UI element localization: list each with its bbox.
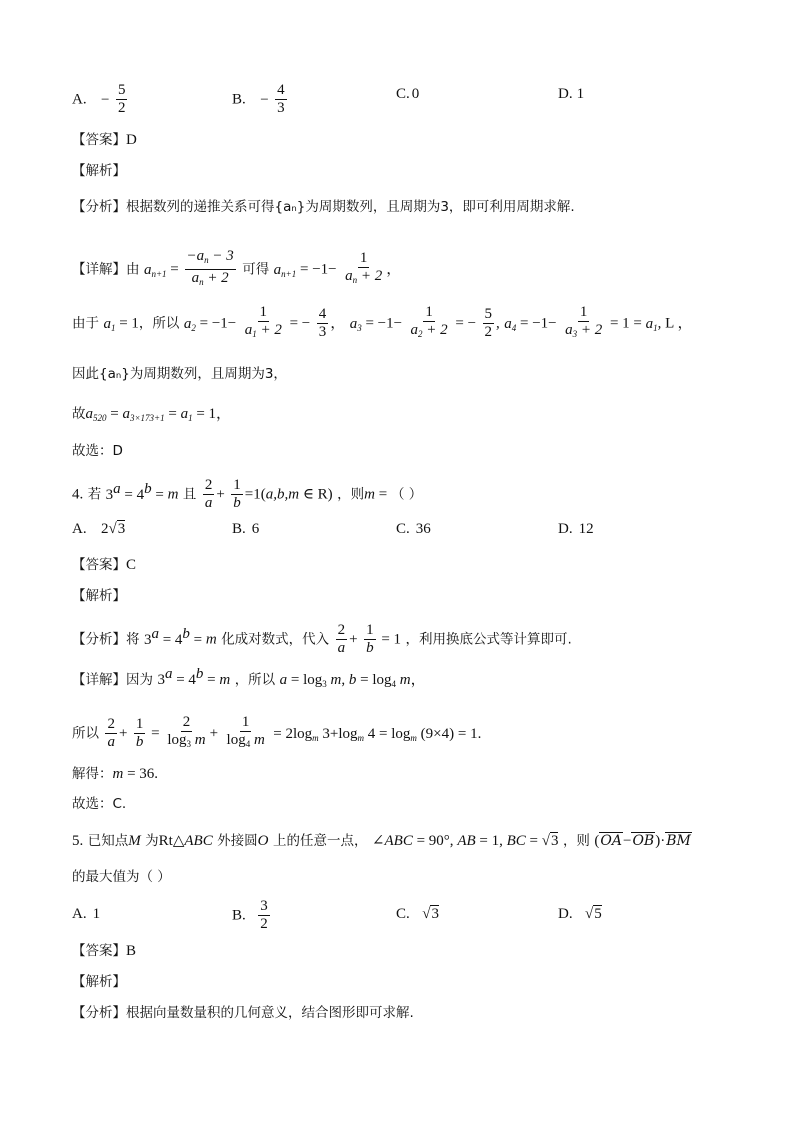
q3-detail-line3: 因此{aₙ}为周期数列，且周期为3， [72,366,287,382]
q3-fenxi: 【分析】根据数列的递推关系可得{aₙ}为周期数列，且周期为3，即可利用周期求解. [72,199,575,215]
q3-detail: 【详解】由 $a_{n+1}$ = $\frac{-a_n - 3}{a_n + 2}$ 可得 $a_{n+1} = -1-$ $\frac{1}{a_n + 2}$ ， [72,248,401,291]
q5-option-a: A. 1 [72,906,101,922]
fraction: $\frac{-a_n - 3}{a_n + 2}$ [186,248,234,287]
q3-option-c: C. 0 [396,86,420,102]
q4-detail: 【详解】因为 $3^a = 4^b = m$ ，所以 $a = \log_3 m$, $b = \log_4 m$， [72,666,426,689]
q4-analysis-tag: 【解析】 [72,588,126,604]
q4-choose: 故选：C. [72,796,127,812]
q3-choose: 故选：D [72,443,123,459]
q4-option-a: A. 2√3 [72,521,126,537]
q5-stem-line2: 的最大值为（ ） [72,869,171,885]
q4-result: 解得：m = 36. [72,766,159,782]
q5-answer: 【答案】B [72,943,137,959]
q5-stem: 5. 已知点M 为Rt△ABC 外接圆O 上的任意一点， ∠ABC = 90°, AB = 1, BC = √3 ，则 (OA−OB)·BM [72,833,691,849]
q5-option-c: C. √3 [396,906,439,922]
q4-fenxi: 【分析】将 $3^a = 4^b = m$ 化成对数式，代入 $\frac{2}{a}$ + $\frac{1}{b}$ = 1 ，利用换底公式等计算即可. [72,622,572,656]
q3-option-d: D. 1 [558,86,585,102]
q3-option-a: A. − $\frac{5}{2}$ [72,82,126,116]
q4-option-d: D. 12 [558,521,594,537]
option-label: B. [232,91,246,108]
q5-analysis-tag: 【解析】 [72,974,126,990]
q4-option-c: C. 36 [396,521,431,537]
fraction: $\frac{4}{3}$ [277,82,285,116]
q5-option-d: D. √5 [558,906,602,922]
q4-detail-line2: 所以 $\frac{2}{a}$ + $\frac{1}{b}$ = $\frac{2}{\log_3 m}$ + $\frac{1}{\log_4 m}$ = $2\log_m$ $3+\log_m$ $4 = \log_m (9\times 4) = 1$. [72,714,482,750]
q4-option-b: B. 6 [232,521,260,537]
q3-analysis-tag: 【解析】 [72,163,126,179]
q4-stem: 4. 若 $3^a = 4^b = m$ 且 $\frac{2}{a}$ + $\frac{1}{b}$ =1(a,b,m ∈ R) ，则m = （ ） [72,477,423,511]
q3-detail-line4: 故$a_{520} = a_{3\times 173+1} = a_1 = 1$， [72,406,232,423]
q5-option-b: B. $\frac{3}{2}$ [232,898,268,932]
fraction: $\frac{1}{a_n + 2}$ [345,250,383,285]
fraction: $\frac{5}{2}$ [117,82,126,116]
q5-fenxi: 【分析】根据向量数量积的几何意义，结合图形即可求解. [72,1005,414,1021]
q3-answer: 【答案】D [72,132,137,148]
q4-answer: 【答案】C [72,557,137,573]
q3-detail-line2: 由于 $a_1 = 1$，所以 $a_2 = -1-$ $\frac{1}{a_1 + 2}$ = − $\frac{4}{3}$ ， $a_3 = -1-$ $\frac{1}{a_2 + 2}$ = − $\frac{5}{2}$ , $a_4 = -1-$ $\frac{1}{a_3 + 2}$ = $1 = a_1$, L ， [72,304,693,340]
q3-option-b: B. − $\frac{4}{3}$ [232,82,285,116]
option-label: A. [72,91,87,108]
